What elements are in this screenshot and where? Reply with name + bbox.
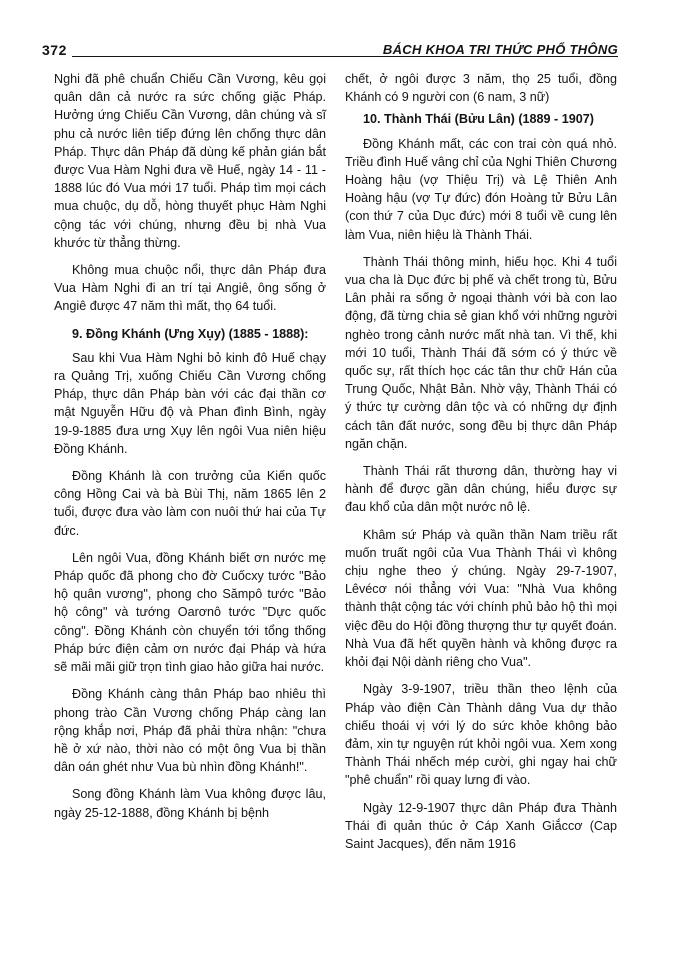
paragraph: chết, ở ngôi được 3 năm, thọ 25 tuổi, đồng Khánh có 9 người con (6 nam, 3 nữ) — [345, 72, 617, 105]
paragraph: Ngày 12-9-1907 thực dân Pháp đưa Thành Thái đi quản thúc ở Cáp Xanh Giắccơ (Cap Saint Jacques), đến năm 1916 — [345, 800, 617, 851]
running-title: BÁCH KHOA TRI THỨC PHỔ THÔNG — [382, 42, 618, 57]
left-column — [54, 70, 326, 831]
paragraph: Đồng Khánh mất, các con trai còn quá nhỏ. Triều đình Huế vâng chỉ của Nghi Thiên Chương Hoàng hậu (vợ Thiệu Trị) và Lệ Thiên Anh Hoàng hậu (vợ Tự đức) đón Hoàng tử Bửu Lân (con thứ 7 của Dục đức) mới 8 tuổi về cung lên làm Vua, niên hiệu là Thành Thái. — [345, 136, 617, 242]
paragraph: Đồng Khánh là con trưởng của Kiến quốc công Hồng Cai và bà Bùi Thị, năm 1865 lên 2 tuổi, được đưa vào làm con nuôi thứ hai của Tự đức. — [54, 469, 326, 538]
page-number: 372 — [42, 42, 67, 58]
paragraph: Song đồng Khánh làm Vua không được lâu, ngày 25-12-1888, đồng Khánh bị bệnh — [54, 787, 326, 820]
paragraph: Thành Thái rất thương dân, thường hay vi hành để được gần dân chúng, hiểu được sự đau khổ của dân một nước nô lệ. — [345, 464, 617, 515]
paragraph: Nghi đã phê chuẩn Chiếu Cần Vương, kêu gọi quân dân cả nước ra sức chống giặc Pháp. Hưởng ứng Chiếu Cần Vương, dân chúng và sĩ phu cả nước liên tiếp đứng lên chống thực dân Pháp. Thực dân Pháp đã dùng kế phản gián bắt được Vua Hàm Nghi đưa về Huế, ngày 14 - 11 - 1888 lúc đó Vua mới 17 tuổi. Pháp tìm mọi cách mua chuộc, dụ dỗ, hòng thuyết phục Hàm Nghi cộng tác với chúng, nhưng đều bị nhà Vua khước từ thẳng thừng. — [54, 72, 326, 250]
paragraph: Ngày 3-9-1907, triều thần theo lệnh của Pháp vào điện Càn Thành dâng Vua dự thảo chiếu thoái vị với lý do sức khỏe không bảo đảm, xin tự nguyện rút khỏi ngôi vua. Xem xong Thành Thái nhếch mép cười, ghi ngay hai chữ "phê chuẩn" rồi quay lưng đi vào. — [345, 682, 617, 788]
paragraph: Lên ngôi Vua, đồng Khánh biết ơn nước mẹ Pháp quốc đã phong cho đờ Cuốcxy tước "Bảo hộ quân vương", phong cho Sămpô tước "Bảo hộ công" và tướng Oarơnô tước "Dực quốc công". Đồng Khánh còn chuyển tới tổng thống Pháp bức điện cảm ơn nước đại Pháp và hứa sẽ mãi mãi giữ trọn tình giao hảo giữa hai nước. — [54, 550, 326, 675]
page-header — [42, 42, 618, 64]
right-column — [345, 70, 617, 862]
paragraph: Không mua chuộc nổi, thực dân Pháp đưa Vua Hàm Nghi đi an trí tại Angiê, ông sống ở Angiê được 47 năm thì mất, thọ 64 tuổi. — [54, 263, 326, 314]
paragraph: Đồng Khánh càng thân Pháp bao nhiêu thì phong trào Cần Vương chống Pháp càng lan rộng khắp nơi, Pháp đã phải thừa nhận: "chưa hề ở xứ nào, thời nào có một ông Vua bị thần dân oán ghét như Vua bù nhìn đồng Khánh!". — [54, 687, 326, 775]
paragraph: Sau khi Vua Hàm Nghi bỏ kinh đô Huế chạy ra Quảng Trị, xuống Chiếu Cần Vương chống Pháp, thực dân Pháp bàn với các đại thần cơ mật Nguyễn Hữu độ và Phan đình Bình, ngày 19-9-1885 đưa ưng Xụy lên ngôi Vua niên hiệu Đồng Khánh. — [54, 350, 326, 456]
paragraph: Thành Thái thông minh, hiếu học. Khi 4 tuổi vua cha là Dục đức bị phế và chết trong tù, Bửu Lân phải ra sống ở ngoại thành với bà con lao động, đã từng chia sẻ gian khổ với những người nghèo trong cảnh nước mất nhà tan. Vì thế, khi mới 10 tuổi, Thành Thái đã sớm có ý thức về quốc sự, rất thích học các tân thư chữ Hán của Trung Quốc, Nhật Bản. Nhờ vậy, Thành Thái có ý thức tự cường dân tộc và có những dự định cách tân đất nước, song đều bị thực dân Pháp ngăn chặn. — [345, 254, 617, 451]
section-heading-thanh-thai: 10. Thành Thái (Bửu Lân) (1889 - 1907) — [363, 112, 594, 127]
section-heading-dong-khanh: 9. Đồng Khánh (Ưng Xụy) (1885 - 1888): — [72, 326, 309, 341]
paragraph: Khâm sứ Pháp và quần thần Nam triều rất muốn truất ngôi của Vua Thành Thái vì không chịu nghe theo ý chúng. Ngày 29-7-1907, Lêvécơ nói thẳng với Vua: "Nhà Vua không thành thật cộng tác với chính phủ bảo hộ thì mọi việc đều do Hội đồng thượng thư tự quyết đoán. Nhà Vua đã hết quyền hành và không được ra khỏi đại Nội dành riêng cho Vua". — [345, 527, 617, 670]
